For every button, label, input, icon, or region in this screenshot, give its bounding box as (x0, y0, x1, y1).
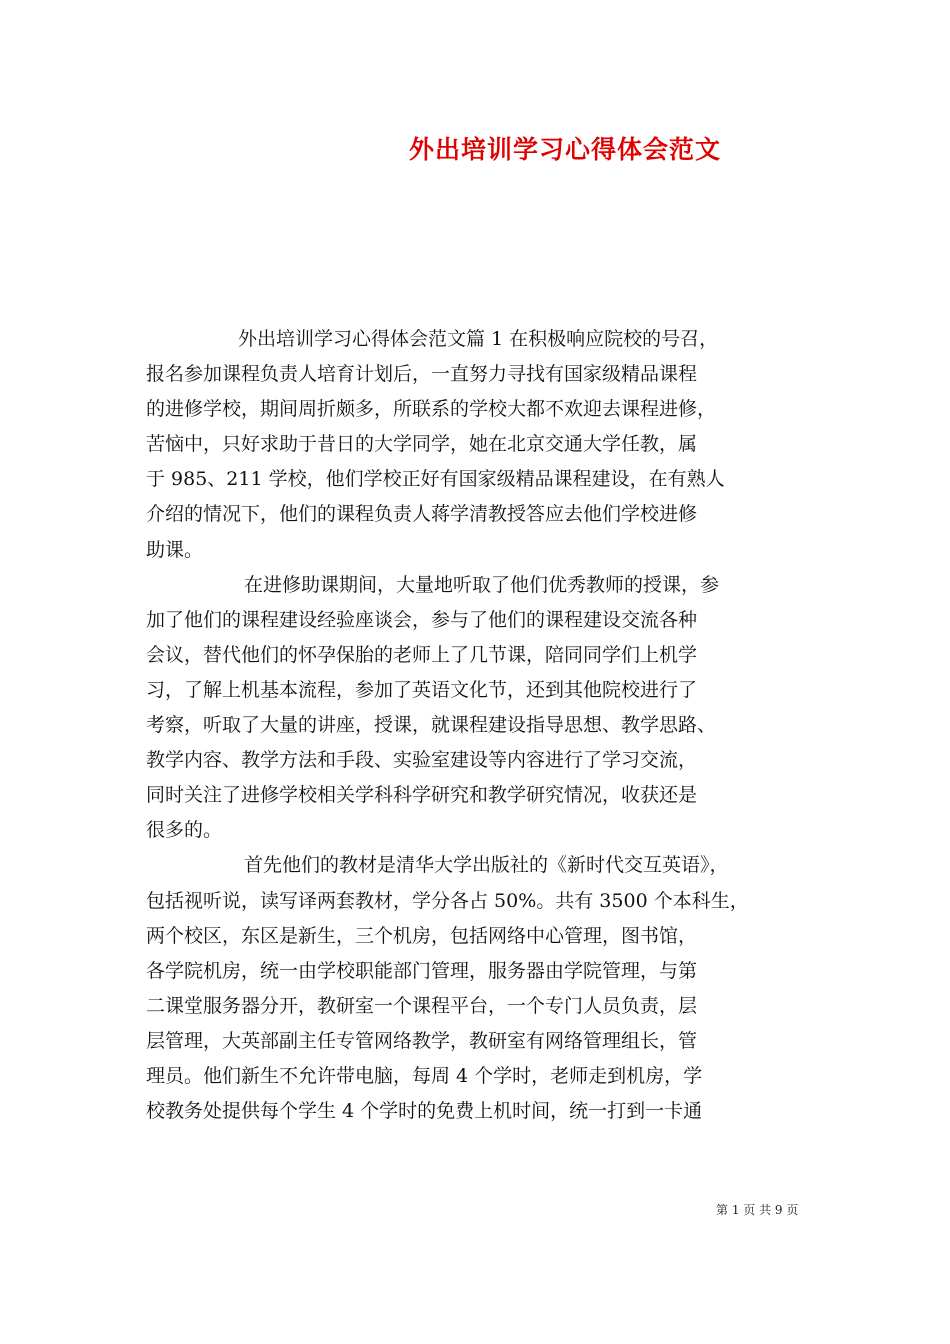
paragraph-1-line-3: 的进修学校，期间周折颇多，所联系的学校大都不欢迎去课程进修， (146, 398, 717, 421)
page-title (0, 132, 950, 168)
paragraph-2-line-7: 同时关注了进修学校相关学科科学研究和教学研究情况，收获还是 (146, 784, 698, 807)
paragraph-2-line-6: 教学内容、教学方法和手段、实验室建设等内容进行了学习交流， (146, 749, 698, 772)
paragraph-3-line-6: 层管理，大英部副主任专管网络教学，教研室有网络管理组长，管 (146, 1029, 698, 1052)
paragraph-3-line-7: 理员。他们新生不允许带电脑，每周 4 个学时，老师走到机房，学 (146, 1064, 703, 1087)
paragraph-1-line-2: 报名参加课程负责人培育计划后，一直努力寻找有国家级精品课程 (146, 363, 698, 386)
paragraph-3-line-8: 校教务处提供每个学生 4 个学时的免费上机时间，统一打到一卡通 (146, 1100, 703, 1123)
paragraph-2-line-2: 加了他们的课程建设经验座谈会，参与了他们的课程建设交流各种 (146, 608, 698, 631)
paragraph-1-line-4: 苦恼中，只好求助于昔日的大学同学，她在北京交通大学任教，属 (146, 433, 698, 456)
paragraph-2-line-5: 考察，听取了大量的讲座，授课，就课程建设指导思想、教学思路、 (146, 714, 717, 737)
document-body (146, 322, 814, 1129)
paragraph-1-line-7: 助课。 (146, 538, 204, 561)
paragraph-1-line-6: 介绍的情况下，他们的课程负责人蒋学清教授答应去他们学校进修 (146, 503, 698, 526)
paragraph-3-line-3: 两个校区，东区是新生，三个机房，包括网络中心管理，图书馆， (146, 924, 698, 947)
paragraph-2-line-1: 在进修助课期间，大量地听取了他们优秀教师的授课，参 (244, 573, 720, 596)
paragraph-2-line-3: 会议，替代他们的怀孕保胎的老师上了几节课，陪同同学们上机学 (146, 643, 698, 666)
paragraph-3-line-1: 首先他们的教材是清华大学出版社的《新时代交互英语》， (244, 854, 729, 877)
page-number-footer: 第 1 页 共 9 页 (716, 1203, 799, 1217)
paragraph-3-line-4: 各学院机房，统一由学校职能部门管理，服务器由学院管理，与第 (146, 959, 698, 982)
paragraph-2-line-4: 习，了解上机基本流程，参加了英语文化节，还到其他院校进行了 (146, 678, 698, 701)
paragraph-1-line-5: 于 985、211 学校，他们学校正好有国家级精品课程建设，在有熟人 (146, 468, 725, 491)
paragraph-3-line-5: 二课堂服务器分开，教研室一个课程平台，一个专门人员负责，层 (146, 994, 698, 1017)
paragraph-3-line-2: 包括视听说，读写译两套教材，学分各占 50%。共有 3500 个本科生， (146, 889, 749, 912)
paragraph-2-line-8: 很多的。 (146, 819, 223, 842)
paragraph-1-line-1: 外出培训学习心得体会范文篇 1 在积极响应院校的号召， (238, 328, 719, 350)
page-title-text: 外出培训学习心得体会范文 (408, 135, 721, 164)
